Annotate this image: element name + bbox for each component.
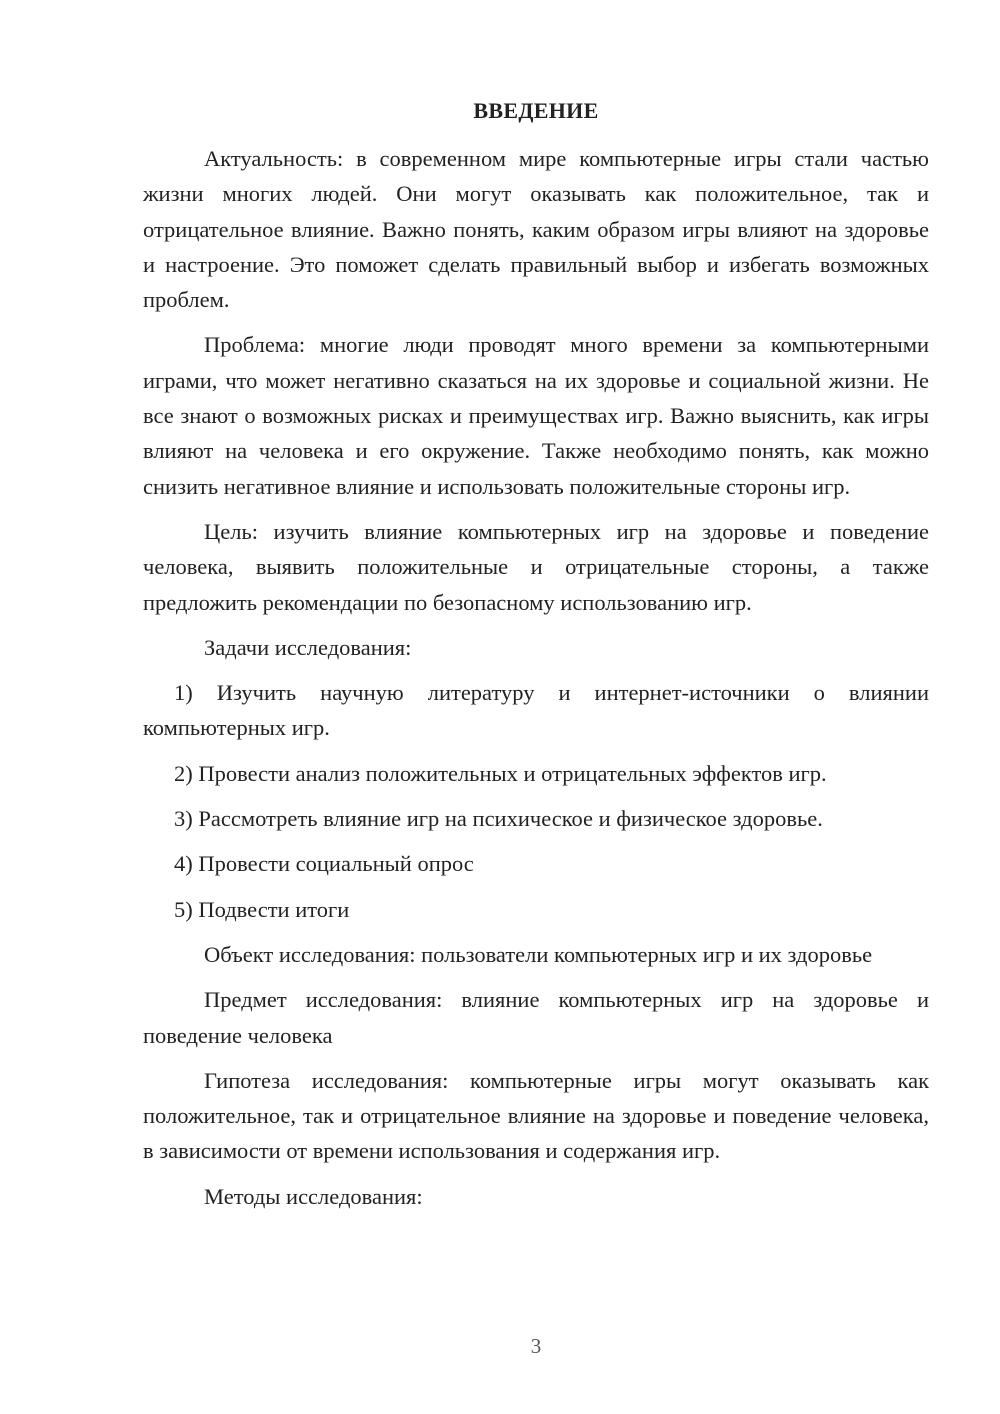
document-body [143,141,929,1224]
methods-heading: Методы исследования: [204,1183,423,1209]
task-item: 1) Изучить научную литературу и интернет-источники о влиянии компьютерных игр. [143,680,929,741]
paragraph-hypothesis: Гипотеза исследования: компьютерные игры могут оказывать как положительное, так и отрицательное влияние на здоровье и поведение человека, в зависимости от времени использования и содержания игр. [143,1067,929,1164]
task-item: 2) Провести анализ положительных и отрицательных эффектов игр. [174,760,827,786]
task-item: 4) Провести социальный опрос [174,851,474,877]
task-item: 5) Подвести итоги [174,896,350,922]
paragraph-object: Объект исследования: пользователи компьютерных игр и их здоровье [204,941,873,967]
task-item: 3) Рассмотреть влияние игр на психическое и физическое здоровье. [174,806,823,832]
page-number: 3 [530,1334,542,1358]
paragraph-relevance: Актуальность: в современном мире компьютерные игры стали частью жизни многих людей. Они могут оказывать как положительное, так и отрицательное влияние. Важно понять, каким образом игры влияют на здоровье и настроение. Это поможет сделать правильный выбор и избегать возможных проблем. [143,146,929,313]
paragraph-goal: Цель: изучить влияние компьютерных игр на здоровье и поведение человека, выявить положительные и отрицательные стороны, а также предложить рекомендации по безопасному использованию игр. [143,518,929,615]
paragraph-problem: Проблема: многие люди проводят много времени за компьютерными играми, что может негативно сказаться на их здоровье и социальной жизни. Не все знают о возможных рисках и преимуществах игр. Важно выяснить, как игры влияют на человека и его окружение. Также необходимо понять, как можно снизить негативное влияние и использовать положительные стороны игр. [143,332,929,499]
page-title: ВВЕДЕНИЕ [473,98,599,123]
tasks-heading: Задачи исследования: [204,634,412,660]
paragraph-subject: Предмет исследования: влияние компьютерных игр на здоровье и поведение человека [143,987,929,1048]
